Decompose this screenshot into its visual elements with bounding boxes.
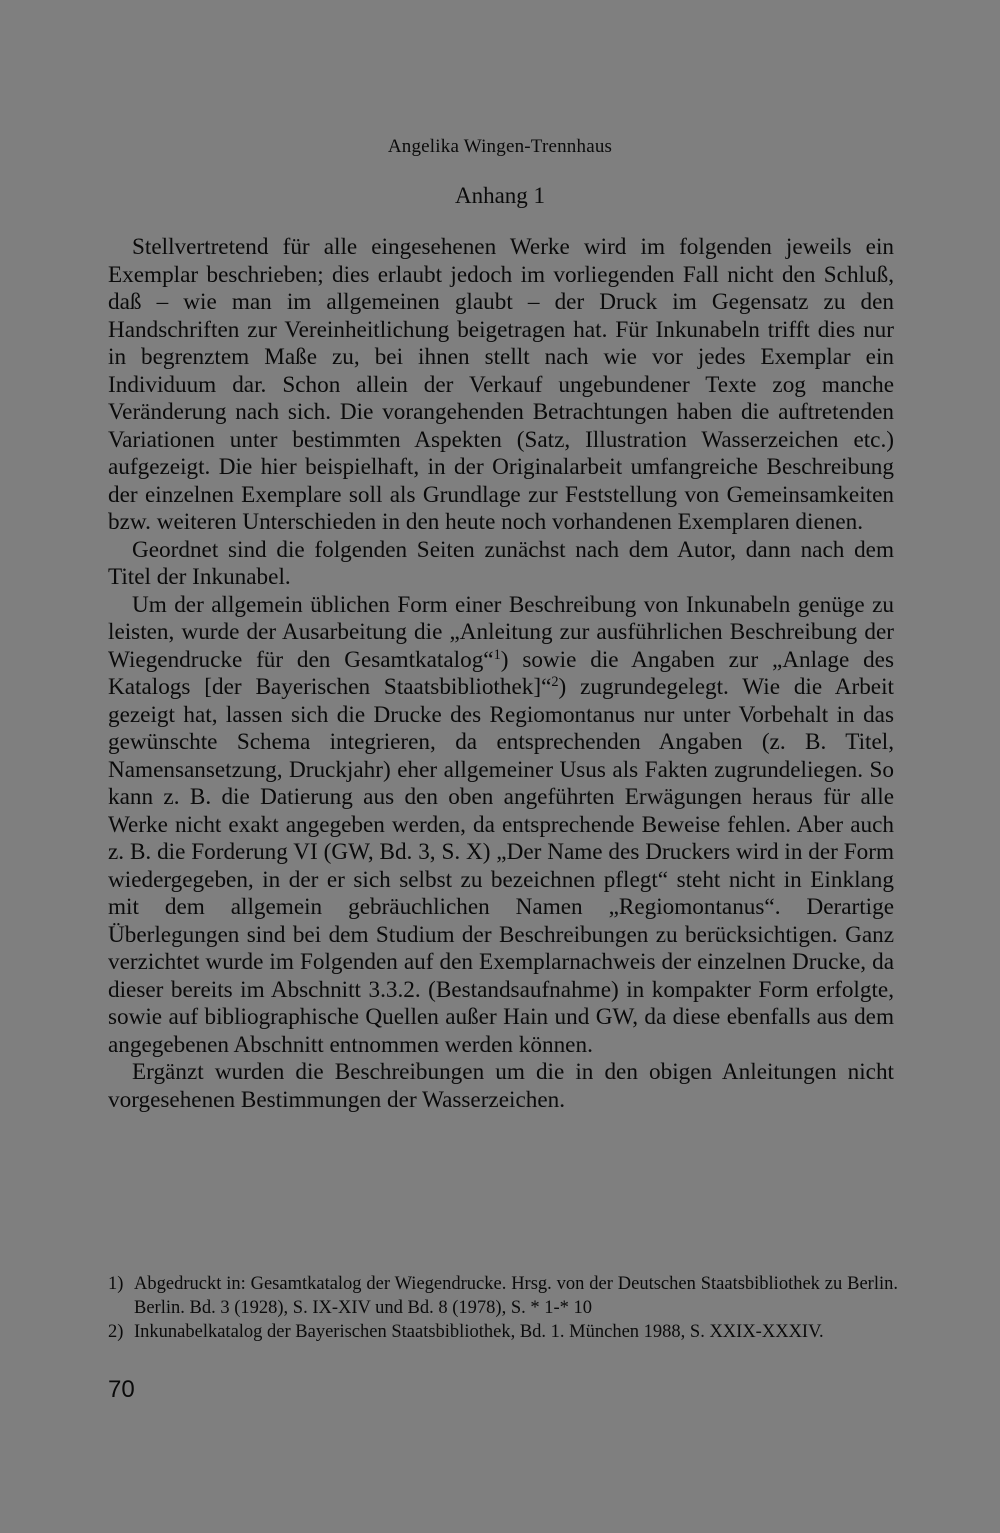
footnotes	[108, 1272, 898, 1344]
footnote-2-mark: 2)	[108, 1322, 124, 1342]
section-title: Anhang 1	[454, 183, 546, 208]
page-number: 70	[108, 1376, 135, 1403]
footnote-2	[108, 1320, 898, 1344]
body-text	[108, 234, 894, 1114]
paragraph-3-part-3: ) zugrundegelegt. Wie die Arbeit gezeigt hat, lassen sich die Drucke des Regiomontanus nur unter Vorbehalt in das gewünschte Schema integrieren, da entsprechenden Angaben (z. B. Titel, Namensansetzung, Druckjahr) eher allgemeiner Usus als Fakten zugrundeliegen. So kann z. B. die Datierung aus den oben angeführten Erwägungen heraus für alle Werke nicht exakt angegeben werden, da entsprechende Beweise fehlen. Aber auch z. B. die Forderung VI (GW, Bd. 3, S. X) „Der Name des Druckers wird in der Form wiedergegeben, in der er sich selbst zu bezeichnen pflegt“ steht nicht in Einklang mit dem allgemein gebräuchlichen Namen „Regiomontanus“. Derartige Überlegungen sind bei dem Studium der Beschreibungen zu berücksichtigen. Ganz verzichtet wurde im Folgenden auf den Exemplarnachweis der einzelnen Drucke, da dieser bereits im Abschnitt 3.3.2. (Bestandsaufnahme) in kompakter Form erfolgte, sowie auf bibliographische Quellen außer Hain und GW, da diese ebenfalls aus dem angegebenen Abschnitt entnommen werden können.	[108, 674, 894, 1058]
footnote-1-mark: 1)	[108, 1274, 124, 1294]
paragraph-4: Ergänzt wurden die Beschreibungen um die in den obigen Anleitungen nicht vorgesehenen Bestimmungen der Wasserzeichen.	[108, 1059, 894, 1113]
footnote-ref-2: 2	[551, 674, 559, 691]
paragraph-3-part-2: ) sowie die Angaben zur „Anlage des Katalogs [der Bayerischen Staatsbibliothek]“	[108, 646, 894, 700]
paragraph-3-part-1: Um der allgemein üblichen Form einer Beschreibung von Inkunabeln genüge zu leisten, wurde der Ausarbeitung die „Anleitung zur ausführlichen Beschreibung der Wiegendrucke für den Gesamtkatalog“	[108, 591, 894, 673]
footnote-1-text: Abgedruckt in: Gesamtkatalog der Wiegendrucke. Hrsg. von der Deutschen Staatsbibliothek zu Berlin. Berlin. Bd. 3 (1928), S. IX-XIV und Bd. 8 (1978), S. * 1-* 10	[134, 1274, 898, 1318]
paragraph-3	[108, 592, 894, 1060]
footnote-ref-1: 1	[493, 646, 501, 663]
paragraph-2: Geordnet sind die folgenden Seiten zunächst nach dem Autor, dann nach dem Titel der Inkunabel.	[108, 536, 894, 590]
running-head-author: Angelika Wingen-Trennhaus	[387, 136, 613, 157]
footnote-2-text: Inkunabelkatalog der Bayerischen Staatsbibliothek, Bd. 1. München 1988, S. XXIX-XXXIV.	[134, 1322, 824, 1342]
paragraph-1: Stellvertretend für alle eingesehenen Werke wird im folgenden jeweils ein Exemplar beschrieben; dies erlaubt jedoch im vorliegenden Fall nicht den Schluß, daß – wie man im allgemeinen glaubt – der Druck im Gegensatz zu den Handschriften zur Vereinheitlichung beigetragen hat. Für Inkunabeln trifft dies nur in begrenztem Maße zu, bei ihnen stellt nach wie vor jedes Exemplar ein Individuum dar. Schon allein der Verkauf ungebundener Texte zog manche Veränderung nach sich. Die vorangehenden Betrachtungen haben die auftretenden Variationen unter bestimmten Aspekten (Satz, Illustration Wasserzeichen etc.) aufgezeigt. Die hier beispielhaft, in der Originalarbeit umfangreiche Beschreibung der einzelnen Exemplare soll als Grundlage zur Feststellung von Gemeinsamkeiten bzw. weiteren Unterschieden in den heute noch vorhandenen Exemplaren dienen.	[108, 234, 894, 535]
footnote-1	[108, 1272, 898, 1320]
